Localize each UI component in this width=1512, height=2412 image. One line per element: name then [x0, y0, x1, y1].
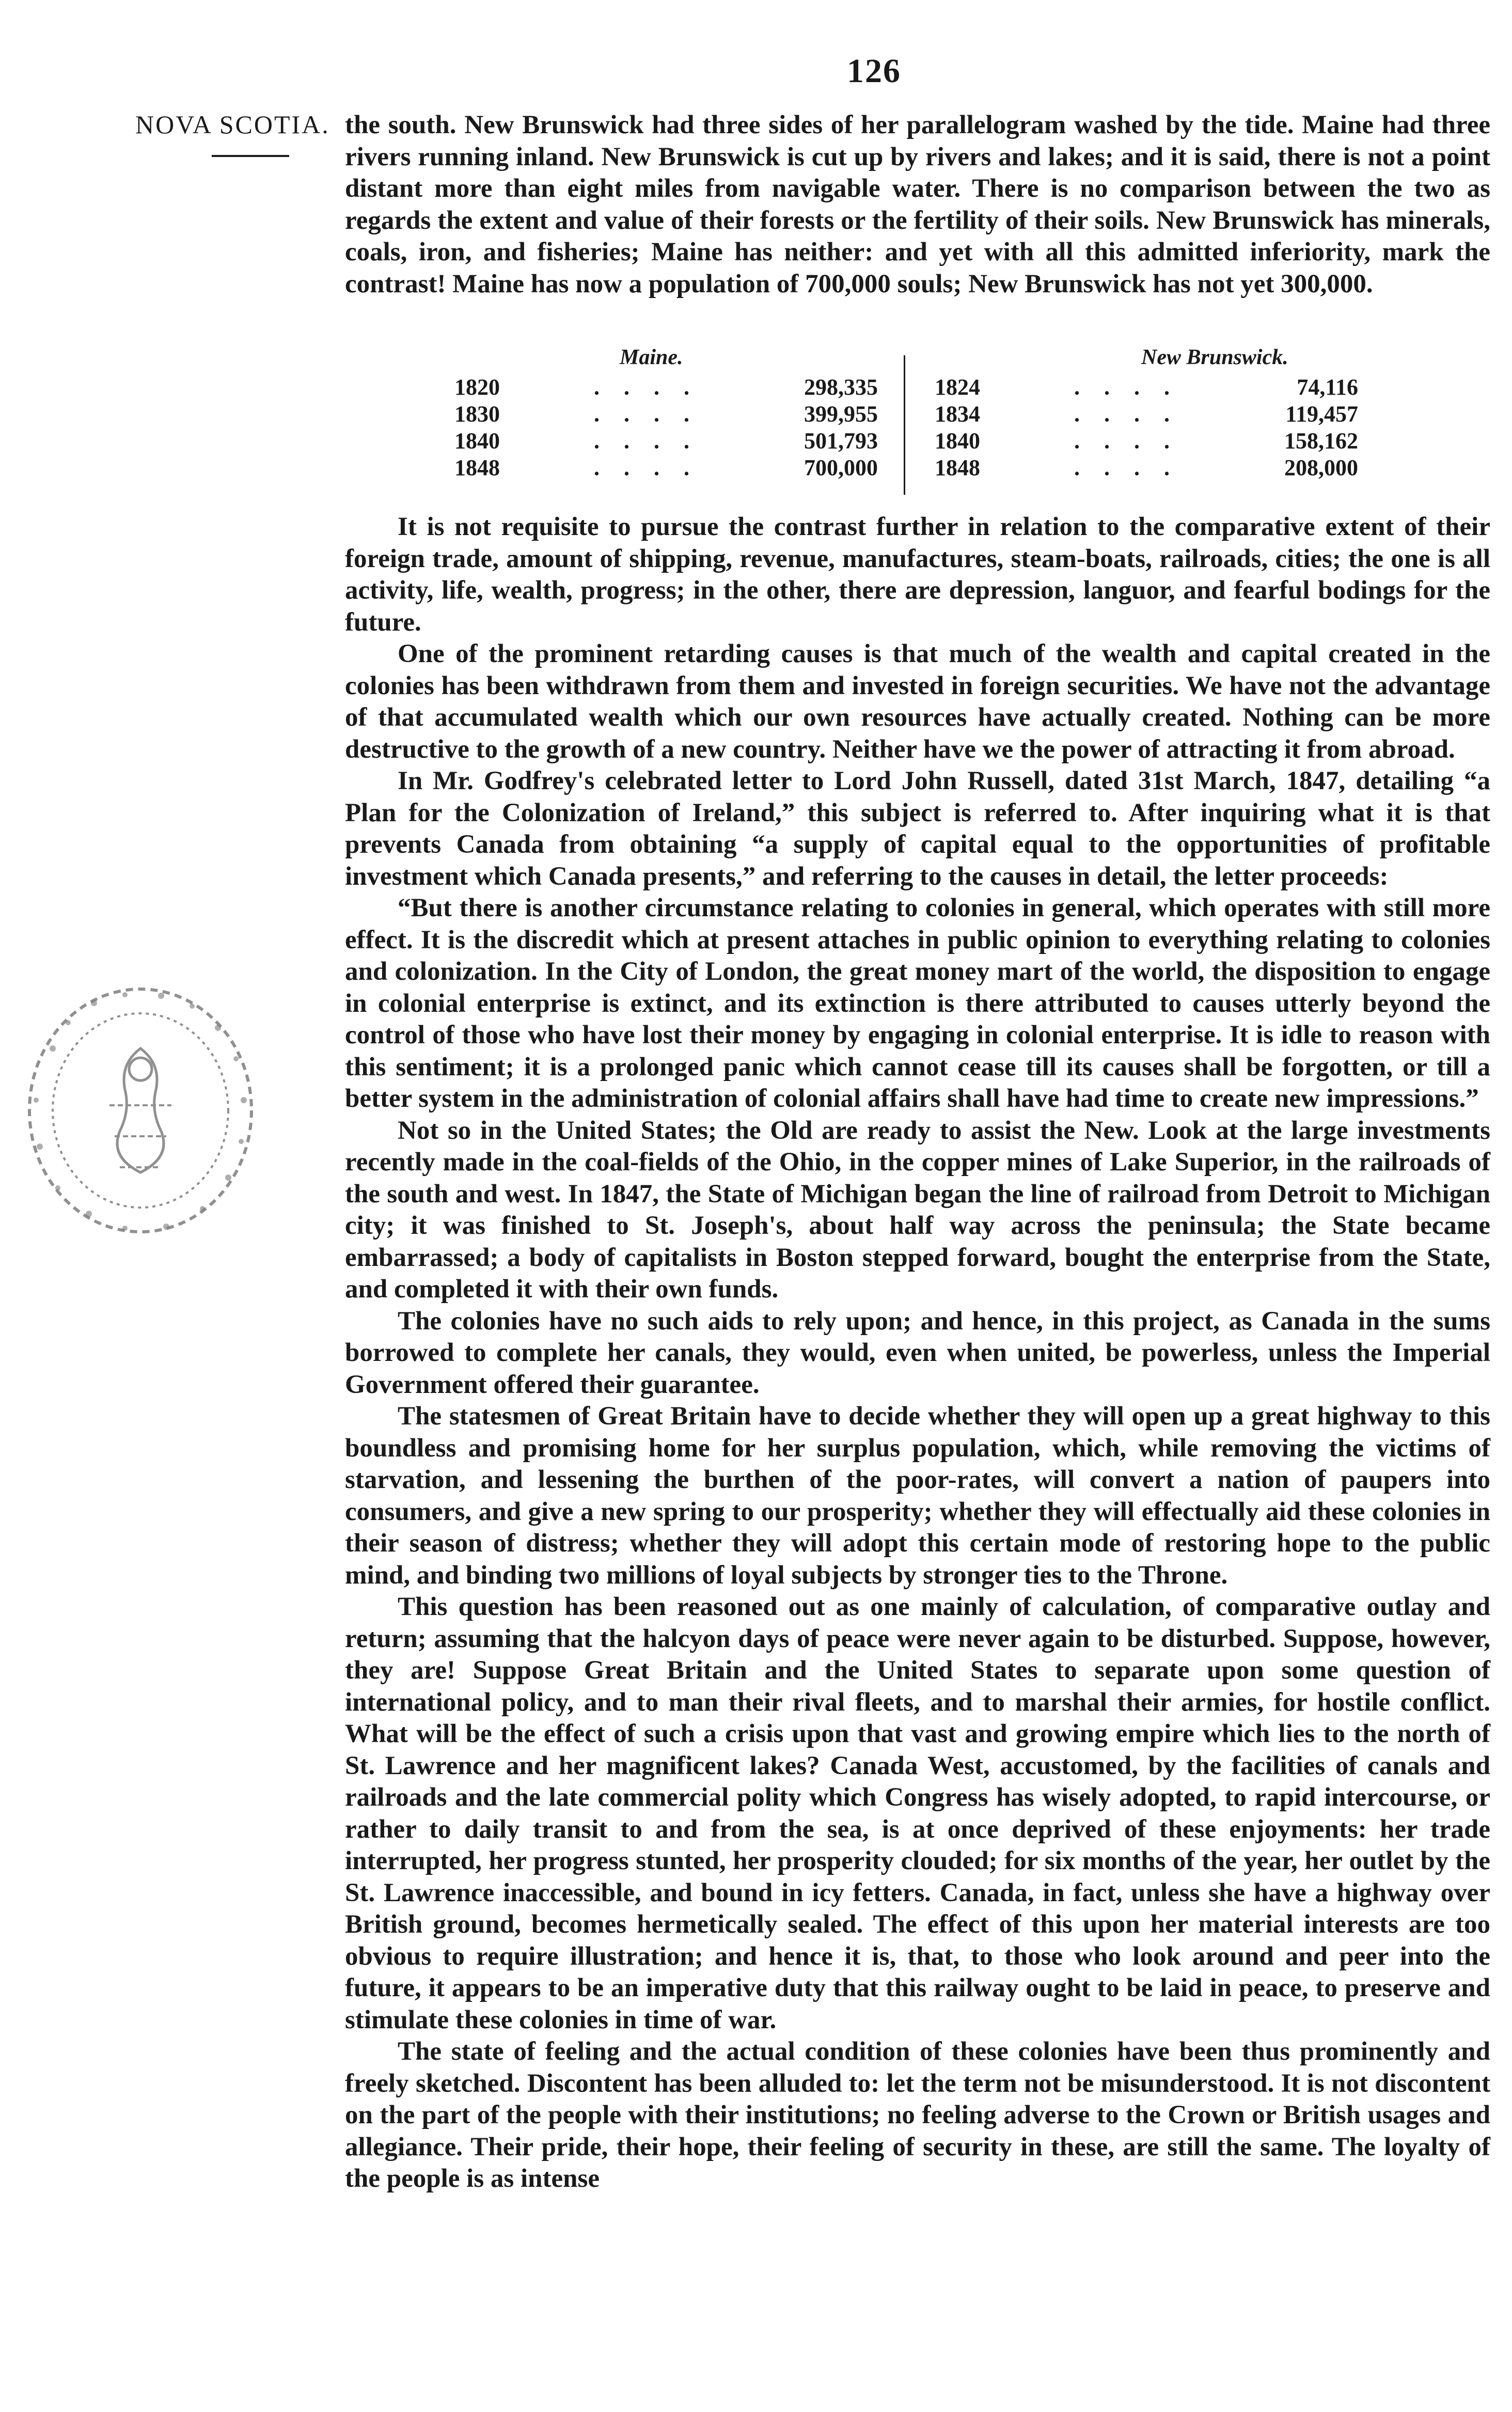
table-value: 298,335 [804, 374, 878, 400]
table-year: 1830 [454, 401, 500, 427]
table-year: 1840 [935, 428, 980, 453]
table-row [935, 428, 1358, 453]
table-leader-dots: . . . . [594, 455, 699, 480]
paragraph-2: One of the prominent retarding causes is that much of the wealth and capital created in the colonies has been withdrawn from them and invested in foreign securities. We have not the advantage of that accumulated wealth which our own resources have actually created. Nothing can be more destructive to the growth of a new country. Neither have we the power of attracting it from abroad. [345, 639, 1490, 764]
paragraph-3: In Mr. Godfrey's celebrated letter to Lord John Russell, dated 31st March, 1847, detailing “a Plan for the Colonization of Ireland,” this subject is referred to. After inquiring what it is that prevents Canada from obtaining “a supply of capital equal to the opportunities of profitable investment which Canada presents,” and referring to the causes in detail, the letter proceeds: [345, 766, 1490, 891]
main-text-block [345, 511, 1490, 2195]
page-number: 126 [847, 52, 901, 90]
table-row [454, 401, 878, 427]
table-value: 74,116 [1297, 374, 1358, 400]
paragraph-6: The statesmen of Great Britain have to decide whether they will open up a great highway to this boundless and promising home for her surplus population, which, while removing the victims of starvation, and lessening the burthen of the poor-rates, will convert a nation of paupers into consumers, and give a new spring to our prosperity; whether they will effectually aid these colonies in their season of distress; whether they will adopt this certain mode of restoring hope to the public mind, and binding two millions of loyal subjects by stronger ties to the Throne. [345, 1402, 1490, 1590]
table-row [935, 455, 1358, 480]
table-leader-dots: . . . . [594, 374, 699, 400]
table-leader-dots: . . . . [594, 428, 699, 453]
table-heading-maine: Maine. [620, 346, 683, 369]
top-text-block [345, 109, 1490, 300]
table-leader-dots: . . . . [1074, 401, 1179, 427]
table-year: 1848 [935, 455, 980, 480]
table-value: 399,955 [804, 401, 878, 427]
table-value: 158,162 [1284, 428, 1358, 453]
table-year: 1820 [454, 374, 500, 400]
quoted-letter: “But there is another circumstance relating to colonies in general, which operates with still more effect. It is the discredit which at present attaches in public opinion to everything relating to colonies and colonization. In the City of London, the great money mart of the world, the disposition to engage in colonial enterprise is extinct, and its extinction is there attributed to causes utterly beyond the control of those who have lost their money by engaging in colonial enterprise. It is idle to reason with this sentiment; it is a prolonged panic which cannot cease till its causes shall be forgotten, or till a better system in the administration of colonial affairs shall have had time to create new impressions.” [345, 894, 1490, 1113]
table-leader-dots: . . . . [1074, 374, 1179, 400]
table-leader-dots: . . . . [1074, 455, 1179, 480]
paragraph-1: It is not requisite to pursue the contrast further in relation to the comparative extent of their foreign trade, amount of shipping, revenue, manufactures, steam-boats, railroads, cities; the one is all activity, life, wealth, progress; in the other, there are depression, languor, and fearful bodings for the future. [345, 512, 1490, 637]
table-year: 1848 [454, 455, 500, 480]
paragraph-5: The colonies have no such aids to rely upon; and hence, in this project, as Canada in the sums borrowed to complete her canals, they would, even when united, be powerless, unless the Imperial Government offered their guarantee. [345, 1306, 1490, 1399]
table-year: 1834 [935, 401, 980, 427]
table-value: 119,457 [1285, 401, 1358, 427]
table-year: 1824 [935, 374, 980, 400]
table-leader-dots: . . . . [1074, 428, 1179, 453]
paragraph-4: Not so in the United States; the Old are ready to assist the New. Look at the large investments recently made in the coal-fields of the Ohio, in the copper mines of Lake Superior, in the railroads of the south and west. In 1847, the State of Michigan began the line of railroad from Detroit to Michigan city; it was finished to St. Joseph's, about half way across the peninsula; the State became embarrassed; a body of capitalists in Boston stepped forward, bought the enterprise from the State, and completed it with their own funds. [345, 1116, 1490, 1304]
table-value: 208,000 [1284, 455, 1358, 480]
paragraph-0: the south. New Brunswick had three sides of her parallelogram washed by the tide. Maine had three rivers running inland. New Brunswick is cut up by rivers and lakes; and it is said, there is not a point distant more than eight miles from navigable water. There is no comparison between the two as regards the extent and value of their forests or the fertility of their soils. New Brunswick has minerals, coals, iron, and fisheries; Maine has neither: and yet with all this admitted inferiority, mark the contrast! Maine has now a population of 700,000 souls; New Brunswick has not yet 300,000. [345, 111, 1490, 299]
paragraph-7: This question has been reasoned out as one mainly of calculation, of comparative outlay and return; assuming that the halcyon days of peace were never again to be disturbed. Suppose, however, they are! Suppose Great Britain and the United States to separate upon some question of international policy, and to man their rival fleets, and to marshal their armies, for hostile conflict. What will be the effect of such a crisis upon that vast and growing empire which lies to the north of St. Lawrence and her magnificent lakes? Canada West, accustomed, by the facilities of canals and railroads and the late commercial polity which Congress has wisely adopted, to rapid intercourse, or rather to daily transit to and from the sea, is at once deprived of these enjoyments: her trade interrupted, her progress stunted, her prosperity clouded; for six months of the year, her outlet by the St. Lawrence inaccessible, and bound in icy fetters. Canada, in fact, unless she have a highway over British ground, becomes hermetically sealed. The effect of this upon her material interests are too obvious to require illustration; and hence it is, that, to those who look around and peer into the future, it appears to be an imperative duty that this railway ought to be laid in peace, to preserve and stimulate these colonies in time of war. [345, 1592, 1490, 2034]
table-heading-new-brunswick: New Brunswick. [1141, 346, 1288, 369]
table-year: 1840 [454, 428, 500, 453]
table-divider [904, 355, 905, 495]
table-value: 700,000 [804, 455, 878, 480]
table-leader-dots: . . . . [594, 401, 699, 427]
table-row [454, 428, 878, 453]
table-row [454, 455, 878, 480]
table-row [935, 374, 1358, 400]
table-row [454, 374, 878, 400]
paragraph-8: The state of feeling and the actual condition of these colonies have been thus prominently and freely sketched. Discontent has been alluded to: let the term not be misunderstood. It is not discontent on the part of the people with their institutions; no feeling adverse to the Crown or British usages and allegiance. Their pride, their hope, their feeling of security in these, are still the same. The loyalty of the people is as intense [345, 2037, 1490, 2193]
margin-section-label: NOVA SCOTIA. [135, 110, 330, 139]
margin-rule [212, 155, 289, 157]
table-value: 501,793 [804, 428, 878, 453]
table-row [935, 401, 1358, 427]
library-seal-stamp-icon [11, 971, 270, 1250]
